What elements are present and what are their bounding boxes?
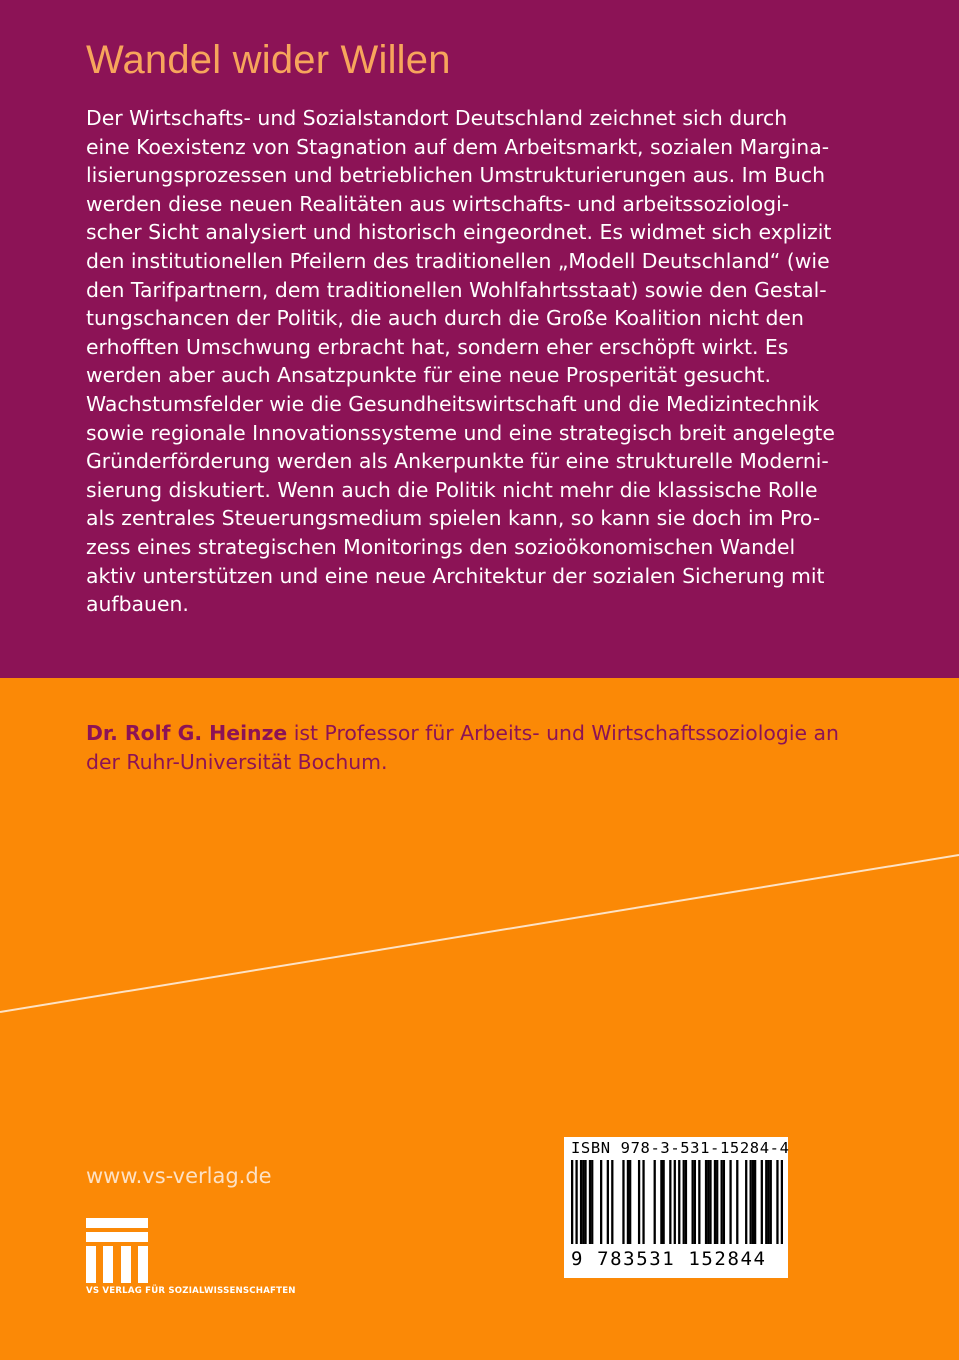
barcode-bar	[575, 1160, 577, 1244]
author-bio-line	[86, 719, 886, 748]
barcode-bar	[754, 1160, 756, 1244]
barcode-bar	[622, 1160, 624, 1244]
blurb-line: eine Koexistenz von Stagnation auf dem Arbeitsmarkt, sozialen Margina-	[86, 134, 830, 159]
barcode-bar	[674, 1160, 676, 1244]
barcode-bar	[752, 1160, 754, 1244]
blurb-line: als zentrales Steuerungsmedium spielen kann, so kann sie doch im Pro-	[86, 506, 821, 531]
barcode-bar	[571, 1160, 573, 1244]
barcode-bar	[591, 1160, 593, 1244]
barcode-bar	[721, 1160, 723, 1244]
barcode-icon	[571, 1160, 783, 1244]
barcode-bar	[589, 1160, 591, 1244]
blurb-line: tungschancen der Politik, die auch durch die Große Koalition nicht den	[86, 306, 804, 331]
barcode-bar	[750, 1160, 752, 1244]
barcode-bar	[584, 1160, 586, 1244]
blurb-line: aufbauen.	[86, 592, 189, 617]
barcode-bar	[776, 1160, 778, 1244]
blurb-line: sowie regionale Innovationssysteme und eine strategisch breit angelegte	[86, 420, 835, 445]
barcode-bar	[678, 1160, 680, 1244]
barcode-bar	[714, 1160, 716, 1244]
book-title: Wandel wider Willen	[86, 38, 451, 82]
barcode-bar	[705, 1160, 707, 1244]
publisher-website[interactable]: www.vs-verlag.de	[86, 1164, 272, 1188]
barcode-bar	[694, 1160, 696, 1244]
blurb-line: den Tarifpartnern, dem traditionellen Wohlfahrtsstaat) sowie den Gestal-	[86, 277, 827, 302]
blurb-line: scher Sicht analysiert und historisch eingeordnet. Es widmet sich explizit	[86, 220, 832, 245]
isbn-label: ISBN 978-3-531-15284-4	[571, 1139, 790, 1157]
barcode-bar	[767, 1160, 769, 1244]
blurb-line: den institutionellen Pfeilern des traditionellen „Modell Deutschland“ (wie	[86, 248, 830, 273]
barcode-bar	[709, 1160, 711, 1244]
blurb-line: werden diese neuen Realitäten aus wirtschafts- und arbeitssoziologi-	[86, 191, 790, 216]
barcode-bar	[692, 1160, 694, 1244]
barcode-bar	[781, 1160, 783, 1244]
barcode-bar	[723, 1160, 725, 1244]
barcode-bar	[729, 1160, 731, 1244]
barcode-bar	[770, 1160, 772, 1244]
barcode-bar	[685, 1160, 687, 1244]
barcode-bar	[660, 1160, 662, 1244]
author-bio-line: der Ruhr-Universität Bochum.	[86, 750, 388, 774]
vs-verlag-logo-icon	[86, 1218, 148, 1283]
barcode-bar	[736, 1160, 738, 1244]
barcode-bar	[607, 1160, 609, 1244]
blurb-line: sierung diskutiert. Wenn auch die Politik nicht mehr die klassische Rolle	[86, 477, 818, 502]
barcode-bar	[654, 1160, 656, 1244]
barcode-bar	[582, 1160, 584, 1244]
blurb-line: werden aber auch Ansatzpunkte für eine neue Prosperität gesucht.	[86, 363, 771, 388]
blurb-line: lisierungsprozessen und betrieblichen Umstrukturierungen aus. Im Buch	[86, 163, 826, 188]
barcode-bar	[669, 1160, 671, 1244]
barcode-bar	[642, 1160, 644, 1244]
blurb-line: Gründerförderung werden als Ankerpunkte für eine strukturelle Moderni-	[86, 449, 829, 474]
barcode-bar	[765, 1160, 767, 1244]
blurb-line: aktiv unterstützen und eine neue Architektur der sozialen Sicherung mit	[86, 563, 825, 588]
barcode-bar	[600, 1160, 602, 1244]
author-bio-text: ist Professor für Arbeits- und Wirtschaftssoziologie an	[287, 721, 839, 745]
barcode-bar	[761, 1160, 763, 1244]
author-name: Dr. Rolf G. Heinze	[86, 721, 288, 745]
barcode-bar	[662, 1160, 664, 1244]
barcode-bar	[638, 1160, 640, 1244]
blurb-line: erhofften Umschwung erbracht hat, sondern eher erschöpft wirkt. Es	[86, 334, 789, 359]
blurb-line: zess eines strategischen Monitorings den sozioökonomischen Wandel	[86, 534, 796, 559]
barcode-bar	[611, 1160, 613, 1244]
blurb-line: Der Wirtschafts- und Sozialstandort Deutschland zeichnet sich durch	[86, 106, 788, 130]
barcode-bar	[629, 1160, 631, 1244]
barcode-bar	[716, 1160, 718, 1244]
barcode-digits: 9 783531 152844	[571, 1248, 767, 1270]
barcode-bar	[698, 1160, 700, 1244]
barcode-bar	[683, 1160, 685, 1244]
blurb-line: Wachstumsfelder wie die Gesundheitswirtschaft und die Medizintechnik	[86, 391, 820, 416]
blurb-text	[86, 104, 876, 619]
barcode-bar	[580, 1160, 582, 1244]
publisher-name: VS VERLAG FÜR SOZIALWISSENSCHAFTEN	[86, 1286, 296, 1296]
barcode-bar	[745, 1160, 747, 1244]
barcode-bar	[627, 1160, 629, 1244]
author-bio	[86, 719, 886, 777]
barcode-bar	[707, 1160, 709, 1244]
